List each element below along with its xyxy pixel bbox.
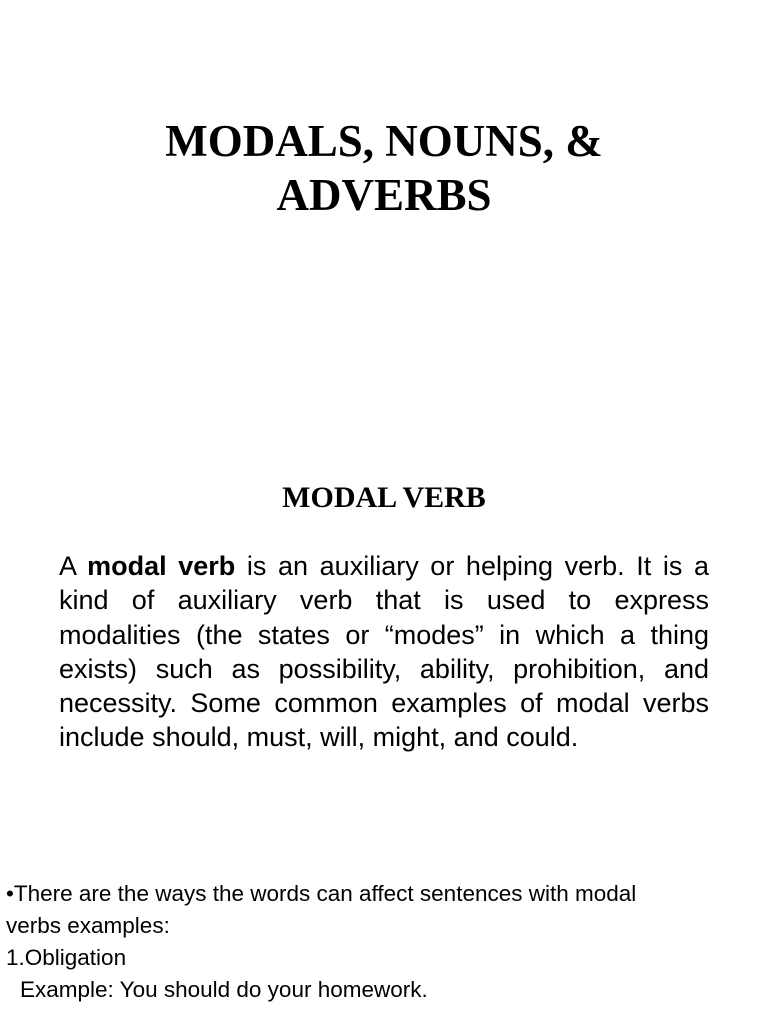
- definition-prefix: A: [59, 551, 88, 581]
- section-heading-modal-verb: MODAL VERB: [282, 481, 486, 514]
- ways-item-obligation: 1.Obligation: [6, 945, 127, 970]
- title-line-1: MODALS, NOUNS, &: [165, 116, 603, 166]
- definition-body: is an auxiliary or helping verb. It is a kind of auxiliary verb that is used to express modalities (the states or “modes” in which a thing exists) such as possibility, ability, prohibition, and necessity. Some common examples of modal verbs include should, must, will, might, and could.: [59, 551, 709, 753]
- title-line-2: ADVERBS: [276, 170, 492, 220]
- modal-verb-definition: [59, 549, 709, 755]
- document-title: [0, 114, 768, 222]
- ways-item-obligation-example: Example: You should do your homework.: [20, 977, 428, 1002]
- modal-ways-list: [6, 878, 766, 1006]
- definition-term: modal verb: [87, 551, 236, 581]
- ways-intro-line-1: •There are the ways the words can affect sentences with modal: [6, 881, 637, 906]
- ways-intro-line-2: verbs examples:: [6, 913, 170, 938]
